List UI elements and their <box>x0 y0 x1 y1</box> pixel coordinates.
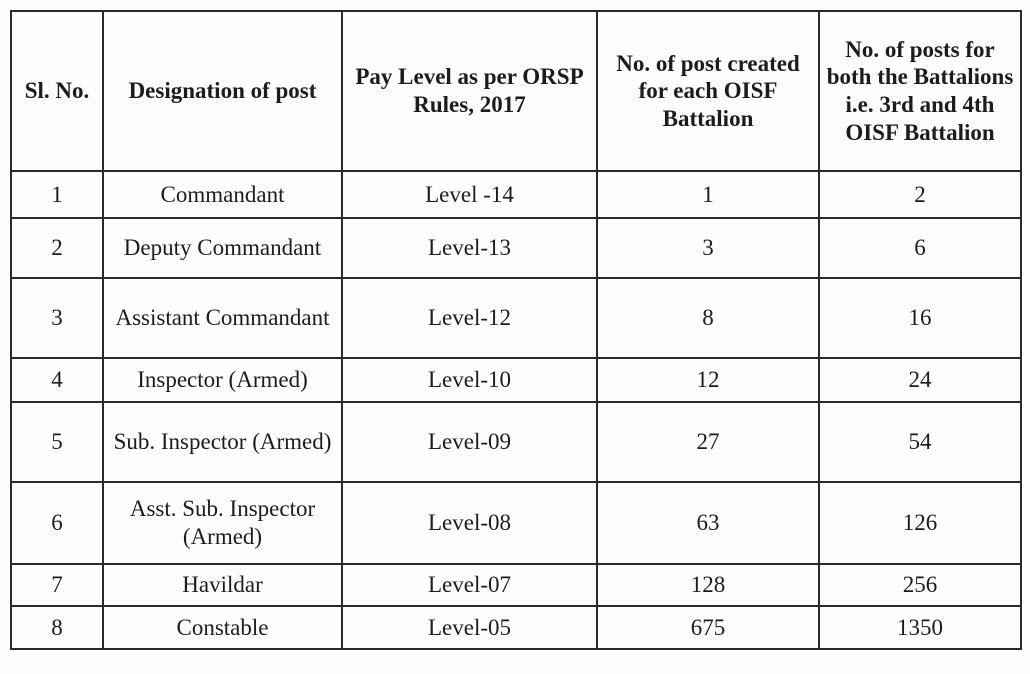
table-row <box>11 171 1021 218</box>
cell-posts-per-battalion: 27 <box>597 402 819 482</box>
cell-sl-no: 6 <box>11 482 103 564</box>
table-row <box>11 218 1021 278</box>
cell-posts-both-battalions: 6 <box>819 218 1021 278</box>
cell-posts-both-battalions: 256 <box>819 564 1021 606</box>
cell-posts-both-battalions: 126 <box>819 482 1021 564</box>
cell-sl-no: 3 <box>11 278 103 358</box>
cell-posts-per-battalion: 3 <box>597 218 819 278</box>
table-row <box>11 606 1021 649</box>
table-header-row <box>11 11 1021 171</box>
cell-posts-both-battalions: 54 <box>819 402 1021 482</box>
table-row <box>11 402 1021 482</box>
cell-designation: Havildar <box>103 564 342 606</box>
cell-designation: Deputy Commandant <box>103 218 342 278</box>
cell-posts-both-battalions: 2 <box>819 171 1021 218</box>
table-row <box>11 482 1021 564</box>
header-pay-level: Pay Level as per ORSP Rules, 2017 <box>342 11 597 171</box>
cell-posts-per-battalion: 63 <box>597 482 819 564</box>
cell-pay-level: Level-09 <box>342 402 597 482</box>
table-row <box>11 564 1021 606</box>
cell-designation: Inspector (Armed) <box>103 358 342 402</box>
table-row <box>11 358 1021 402</box>
cell-pay-level: Level-10 <box>342 358 597 402</box>
cell-posts-per-battalion: 1 <box>597 171 819 218</box>
cell-posts-both-battalions: 16 <box>819 278 1021 358</box>
cell-designation: Sub. Inspector (Armed) <box>103 402 342 482</box>
cell-sl-no: 8 <box>11 606 103 649</box>
cell-sl-no: 2 <box>11 218 103 278</box>
cell-sl-no: 5 <box>11 402 103 482</box>
cell-pay-level: Level-12 <box>342 278 597 358</box>
cell-designation: Assistant Commandant <box>103 278 342 358</box>
cell-posts-both-battalions: 24 <box>819 358 1021 402</box>
cell-designation: Asst. Sub. Inspector (Armed) <box>103 482 342 564</box>
posts-table <box>10 10 1022 650</box>
header-posts-per-battalion: No. of post created for each OISF Battalion <box>597 11 819 171</box>
cell-pay-level: Level-07 <box>342 564 597 606</box>
cell-sl-no: 4 <box>11 358 103 402</box>
cell-sl-no: 1 <box>11 171 103 218</box>
cell-designation: Constable <box>103 606 342 649</box>
header-sl-no: Sl. No. <box>11 11 103 171</box>
cell-posts-per-battalion: 675 <box>597 606 819 649</box>
header-designation: Designation of post <box>103 11 342 171</box>
cell-posts-both-battalions: 1350 <box>819 606 1021 649</box>
cell-pay-level: Level-13 <box>342 218 597 278</box>
cell-pay-level: Level-05 <box>342 606 597 649</box>
cell-sl-no: 7 <box>11 564 103 606</box>
header-posts-both-battalions: No. of posts for both the Battalions i.e. 3rd and 4th OISF Battalion <box>819 11 1021 171</box>
cell-pay-level: Level-08 <box>342 482 597 564</box>
table-row <box>11 278 1021 358</box>
cell-pay-level: Level -14 <box>342 171 597 218</box>
cell-posts-per-battalion: 128 <box>597 564 819 606</box>
cell-posts-per-battalion: 12 <box>597 358 819 402</box>
cell-designation: Commandant <box>103 171 342 218</box>
cell-posts-per-battalion: 8 <box>597 278 819 358</box>
